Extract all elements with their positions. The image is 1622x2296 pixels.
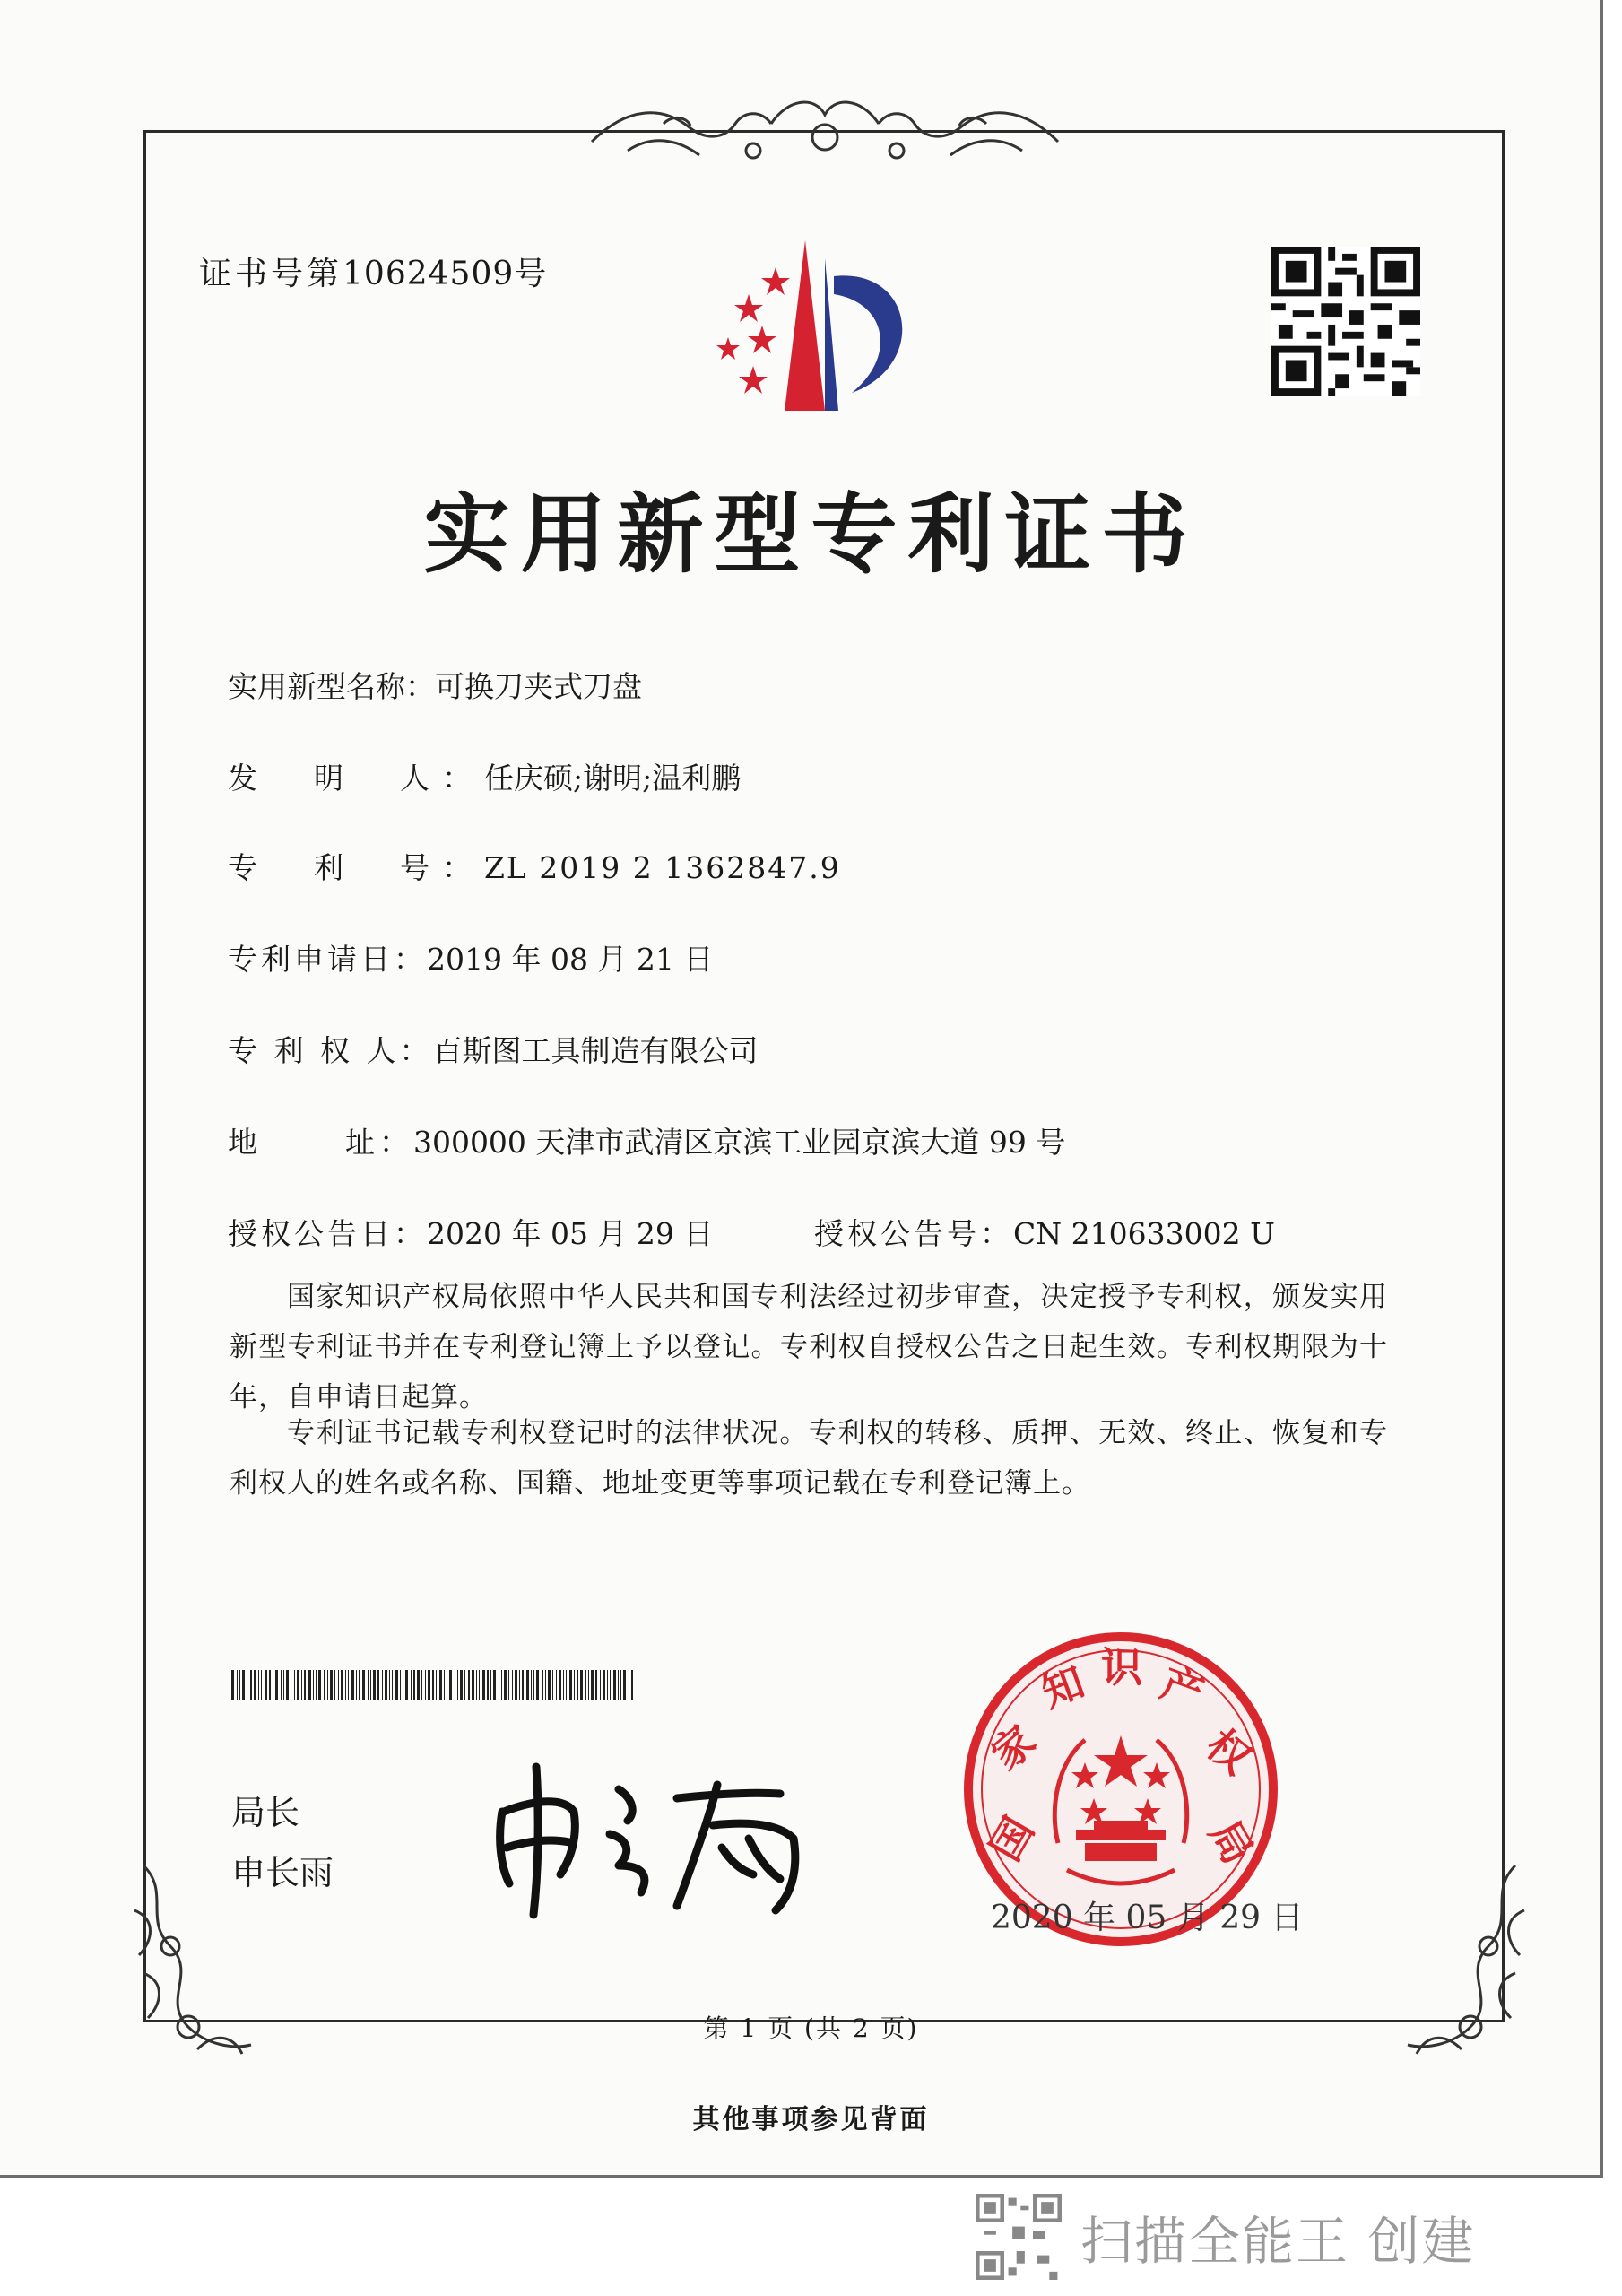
barcode-bar [304,1670,306,1700]
barcode-bar [512,1670,513,1700]
top-ornament [574,88,1076,169]
barcode-bar [327,1670,328,1700]
barcode-bar [591,1670,594,1700]
barcode-bar [479,1670,480,1700]
certificate-number-label: 证书号第 [199,256,343,292]
watermark-text: 扫描全能王 创建 [1080,2211,1476,2272]
patentee-value: 百斯图工具制造有限公司 [432,1033,759,1068]
barcode-bar [359,1670,360,1700]
barcode-bar [324,1670,325,1700]
barcode-bar [417,1670,420,1700]
barcode-bar [580,1670,583,1700]
barcode-bar [542,1670,543,1700]
barcode-bar [569,1670,572,1700]
barcode-bar [449,1670,452,1700]
barcode-bar [411,1670,412,1700]
seal-char-6: 权 [1197,1719,1261,1784]
barcode-bar [373,1670,376,1700]
barcode-bar [275,1670,278,1700]
barcode-bar [464,1670,465,1700]
barcode-bar [400,1670,401,1700]
barcode-bar [239,1670,240,1700]
address-value: 300000 天津市武清区京滨工业园京滨大道 99 号 [412,1125,1066,1160]
barcode-bar [254,1670,256,1700]
barcode-bar [395,1670,398,1700]
patentee-label: 专 利 权 人： [228,1033,433,1068]
barcode-bar [413,1670,415,1700]
barcode-bar [341,1670,343,1700]
patentee-row [228,1028,758,1070]
seal-char-4: 识 [1101,1643,1142,1692]
barcode-bar [490,1670,491,1700]
barcode-bar [297,1670,299,1700]
back-side-note: 其他事项参见背面 [692,2104,930,2135]
barcode-bar [237,1670,238,1700]
barcode-bar [318,1670,321,1700]
barcode-bar [265,1670,267,1700]
barcode-bar [563,1670,564,1700]
barcode-bar [362,1670,365,1700]
seal-char-3: 知 [1035,1657,1091,1718]
barcode-bar [536,1670,539,1700]
director-signature [484,1749,825,1919]
barcode-bar [389,1670,390,1700]
barcode-bar [493,1670,496,1700]
application-date-value: 2019 年 08 月 21 日 [427,942,714,977]
page-number: 第 1 页 (共 2 页) [703,2013,919,2043]
barcode-bar [600,1670,601,1700]
barcode-bar [286,1670,289,1700]
inventor-value: 任庆硕;谢明;温利鹏 [483,761,742,796]
barcode-bar [504,1670,507,1700]
barcode-bar [351,1670,354,1700]
barcode-bar [522,1670,524,1700]
barcode-bar [501,1670,502,1700]
patent-number-value: ZL 2019 2 1362847.9 [483,850,841,885]
patent-number-label: 专 利 号： [228,850,484,885]
barcode-bar [444,1670,445,1700]
director-title: 局长 [231,1793,300,1832]
barcode-bar [468,1670,470,1700]
barcode-bar [482,1670,485,1700]
barcode-bar [439,1670,442,1700]
seal-char-7: 局 [1200,1812,1263,1873]
barcode-bar [301,1670,302,1700]
barcode-bar [421,1670,422,1700]
barcode-bar [258,1670,259,1700]
seal-date: 2020 年 05 月 29 日 [991,1900,1304,1936]
barcode-bar [595,1670,597,1700]
barcode-bar [308,1670,311,1700]
barcode-bar [476,1670,477,1700]
publication-number-label: 授权公告号： [814,1216,1013,1251]
seal-char-2: 家 [982,1716,1045,1780]
barcode-bar [405,1670,408,1700]
barcode-bar [460,1670,463,1700]
barcode-bar [519,1670,520,1700]
seal-char-1: 国 [980,1808,1044,1869]
barcode-bar [552,1670,553,1700]
barcode-bar [613,1670,616,1700]
barcode-bar [377,1670,379,1700]
application-date-row [228,936,713,978]
barcode-bar [472,1670,474,1700]
barcode-bar [382,1670,383,1700]
barcode-bar [515,1670,517,1700]
watermark-qr-icon [976,2194,1062,2280]
address-row [228,1119,1065,1161]
director-name: 申长雨 [231,1853,334,1892]
barcode-bar [370,1670,371,1700]
address-label: 地 址： [228,1125,413,1160]
barcode-bar [631,1670,633,1700]
barcode-bar [269,1670,271,1700]
barcode-bar [603,1670,605,1700]
barcode-bar [356,1670,357,1700]
certificate-title: 实用新型专利证书 [423,483,1199,585]
barcode-bar [250,1670,252,1700]
barcode-bar [556,1670,557,1700]
barcode-bar [348,1670,349,1700]
barcode-bar [566,1670,567,1700]
seal-char-5: 产 [1154,1658,1210,1718]
barcode-bar [294,1670,295,1700]
barcode-bar [345,1670,346,1700]
barcode-bar [338,1670,339,1700]
body-paragraph-1: 国家知识产权局依照中华人民共和国专利法经过初步审查，决定授予专利权，颁发实用新型专利证书并在专利登记簿上予以登记。专利权自授权公告之日起生效。专利权期限为十年，自申请日起算。 [230,1281,1388,1413]
publication-number-value: CN 210633002 U [1013,1216,1275,1251]
barcode-bar [620,1670,621,1700]
barcode-bar [623,1670,626,1700]
barcode-bar [436,1670,437,1700]
barcode-bar [432,1670,434,1700]
barcode-bar [610,1670,611,1700]
barcode-bar [428,1670,430,1700]
barcode-bar [368,1670,369,1700]
utility-model-name-value: 可换刀夹式刀盘 [435,669,642,704]
barcode-bar [231,1670,234,1700]
certificate-number [199,248,550,294]
barcode-bar [618,1670,619,1700]
barcode-bar [313,1670,314,1700]
utility-model-name-row [228,664,642,706]
barcode-bar [531,1670,532,1700]
publication-date-row [228,1211,713,1253]
publication-date-value: 2020 年 05 月 29 日 [427,1216,714,1251]
inventor-row [228,755,741,797]
certificate-number-suffix: 号 [514,256,551,292]
barcode-bar [548,1670,551,1700]
barcode-bar [545,1670,546,1700]
barcode-icon [231,1670,635,1700]
publication-number-row [814,1211,1275,1253]
barcode-bar [425,1670,426,1700]
publication-date-label: 授权公告日： [228,1216,427,1251]
application-date-label: 专利申请日： [228,942,427,977]
barcode-bar [283,1670,284,1700]
patent-number-row [228,845,841,887]
certificate-number-value: 10624509 [343,256,515,292]
barcode-bar [392,1670,393,1700]
barcode-bar [585,1670,586,1700]
barcode-bar [487,1670,489,1700]
utility-model-name-label: 实用新型名称： [228,669,435,704]
barcode-bar [334,1670,335,1700]
barcode-bar [533,1670,534,1700]
barcode-bar [607,1670,608,1700]
barcode-bar [385,1670,387,1700]
inventor-label: 发 明 人： [228,761,484,796]
barcode-bar [559,1670,561,1700]
barcode-bar [577,1670,578,1700]
barcode-bar [457,1670,458,1700]
barcode-bar [281,1670,282,1700]
barcode-bar [526,1670,529,1700]
barcode-bar [588,1670,589,1700]
cnipa-emblem-icon [690,231,941,420]
barcode-bar [261,1670,262,1700]
barcode-bar [330,1670,333,1700]
qr-code-icon [1271,247,1420,396]
barcode-bar [508,1670,509,1700]
body-paragraph-2: 专利证书记载专利权登记时的法律状况。专利权的转移、质押、无效、终止、恢复和专利权人的姓名或名称、国籍、地址变更等事项记载在专利登记簿上。 [230,1417,1388,1500]
barcode-bar [574,1670,575,1700]
barcode-bar [316,1670,317,1700]
barcode-bar [242,1670,245,1700]
